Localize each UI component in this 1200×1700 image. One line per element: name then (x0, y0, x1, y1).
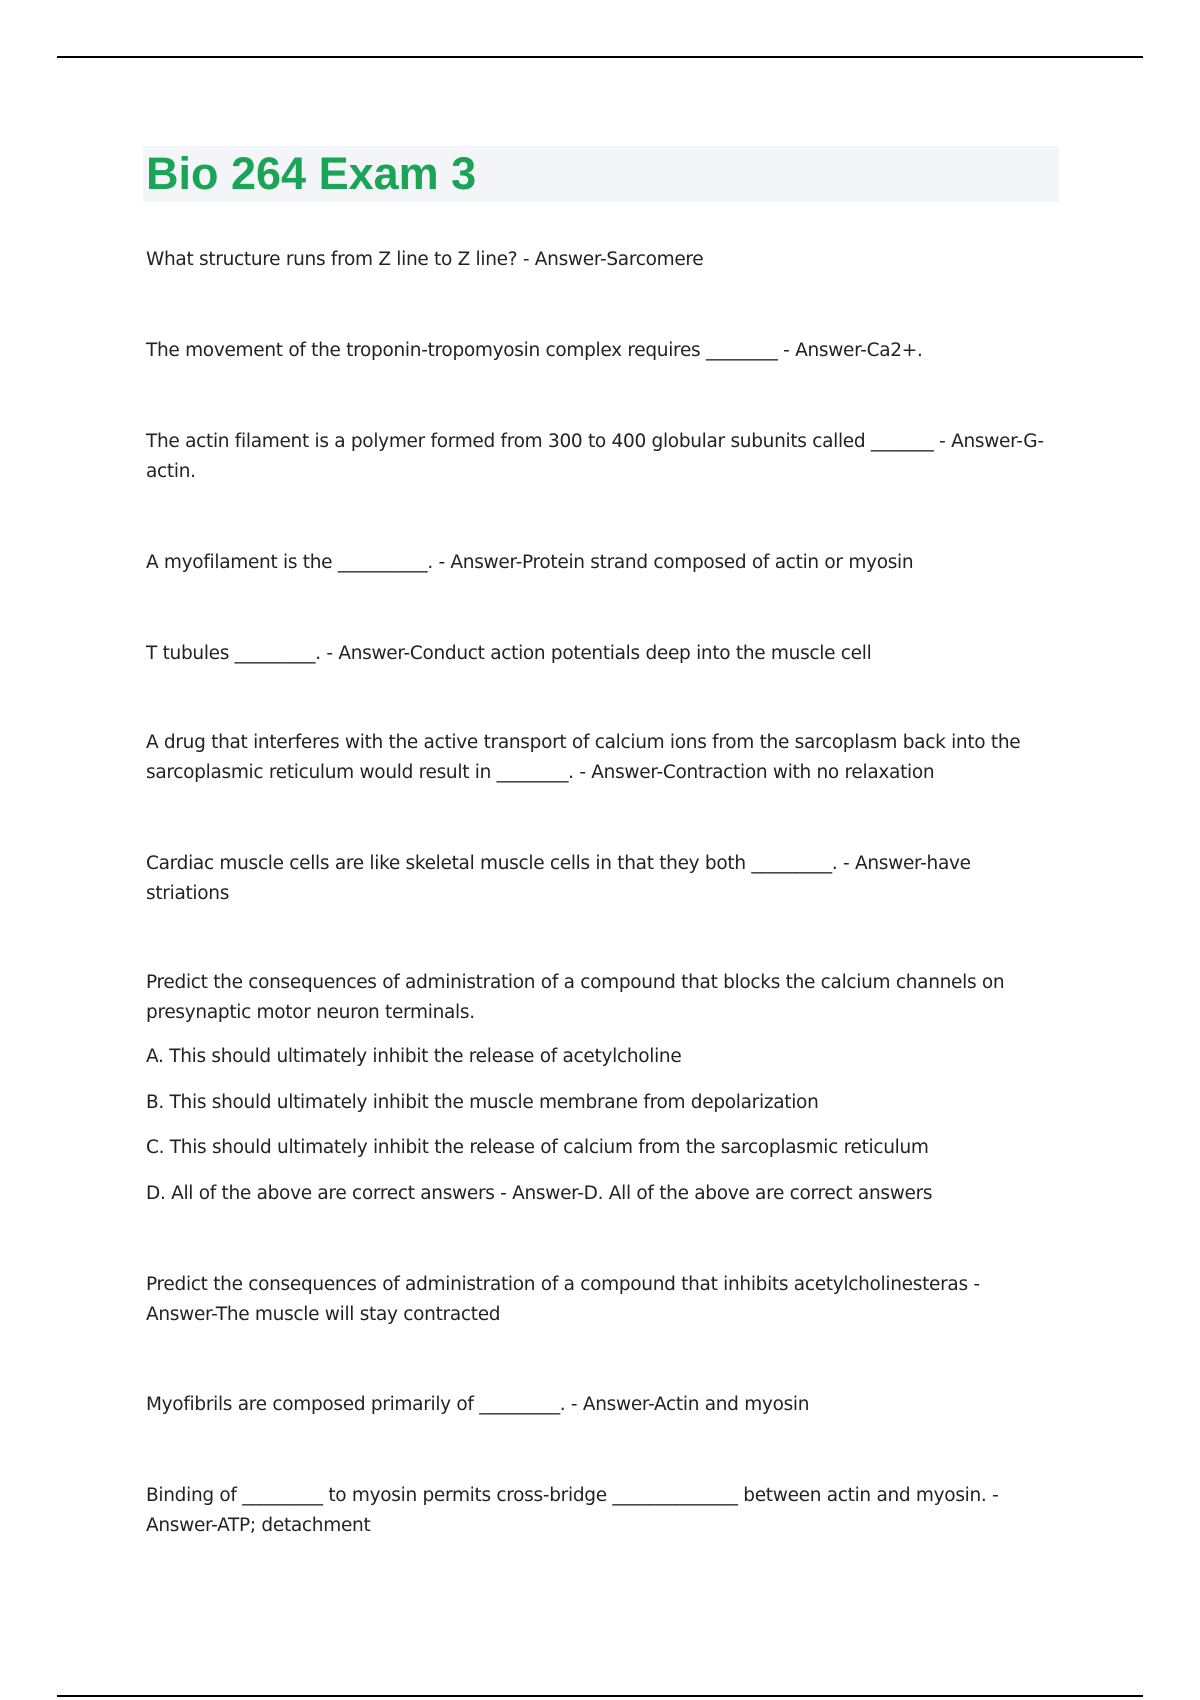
answer-option-c: C. This should ultimately inhibit the release of calcium from the sarcoplasmic reticulum (146, 1137, 929, 1158)
qa-item: Predict the consequences of administration of a compound that inhibits acetylcholinesteras - Answer-The muscle will stay contracted (146, 1274, 980, 1325)
qa-item: What structure runs from Z line to Z line? - Answer-Sarcomere (146, 249, 704, 270)
qa-item: Myofibrils are composed primarily of _________. - Answer-Actin and myosin (146, 1394, 810, 1415)
qa-item: Cardiac muscle cells are like skeletal muscle cells in that they both _________. - Answer-have striations (146, 853, 971, 904)
bottom-rule (57, 1695, 1143, 1697)
answer-option-d: D. All of the above are correct answers - Answer-D. All of the above are correct answers (146, 1183, 933, 1204)
qa-item: The actin filament is a polymer formed from 300 to 400 globular subunits called _______ - Answer-G-actin. (146, 431, 1044, 482)
document-title: Bio 264 Exam 3 (146, 148, 477, 199)
qa-question: Predict the consequences of administration of a compound that blocks the calcium channels on presynaptic motor neuron terminals. (146, 972, 1005, 1023)
answer-option-a: A. This should ultimately inhibit the release of acetylcholine (146, 1046, 682, 1067)
top-rule (57, 56, 1143, 58)
qa-item: T tubules _________. - Answer-Conduct action potentials deep into the muscle cell (146, 643, 872, 664)
qa-item: Binding of _________ to myosin permits cross-bridge ______________ between actin and myosin. - Answer-ATP; detachment (146, 1485, 999, 1536)
qa-item: A drug that interferes with the active transport of calcium ions from the sarcoplasm back into the sarcoplasmic reticulum would result in ________. - Answer-Contraction with no relaxation (146, 732, 1021, 783)
qa-item: A myofilament is the __________. - Answer-Protein strand composed of actin or myosin (146, 552, 914, 573)
qa-item: The movement of the troponin-tropomyosin complex requires ________ - Answer-Ca2+. (146, 340, 923, 361)
answer-option-b: B. This should ultimately inhibit the muscle membrane from depolarization (146, 1092, 819, 1113)
